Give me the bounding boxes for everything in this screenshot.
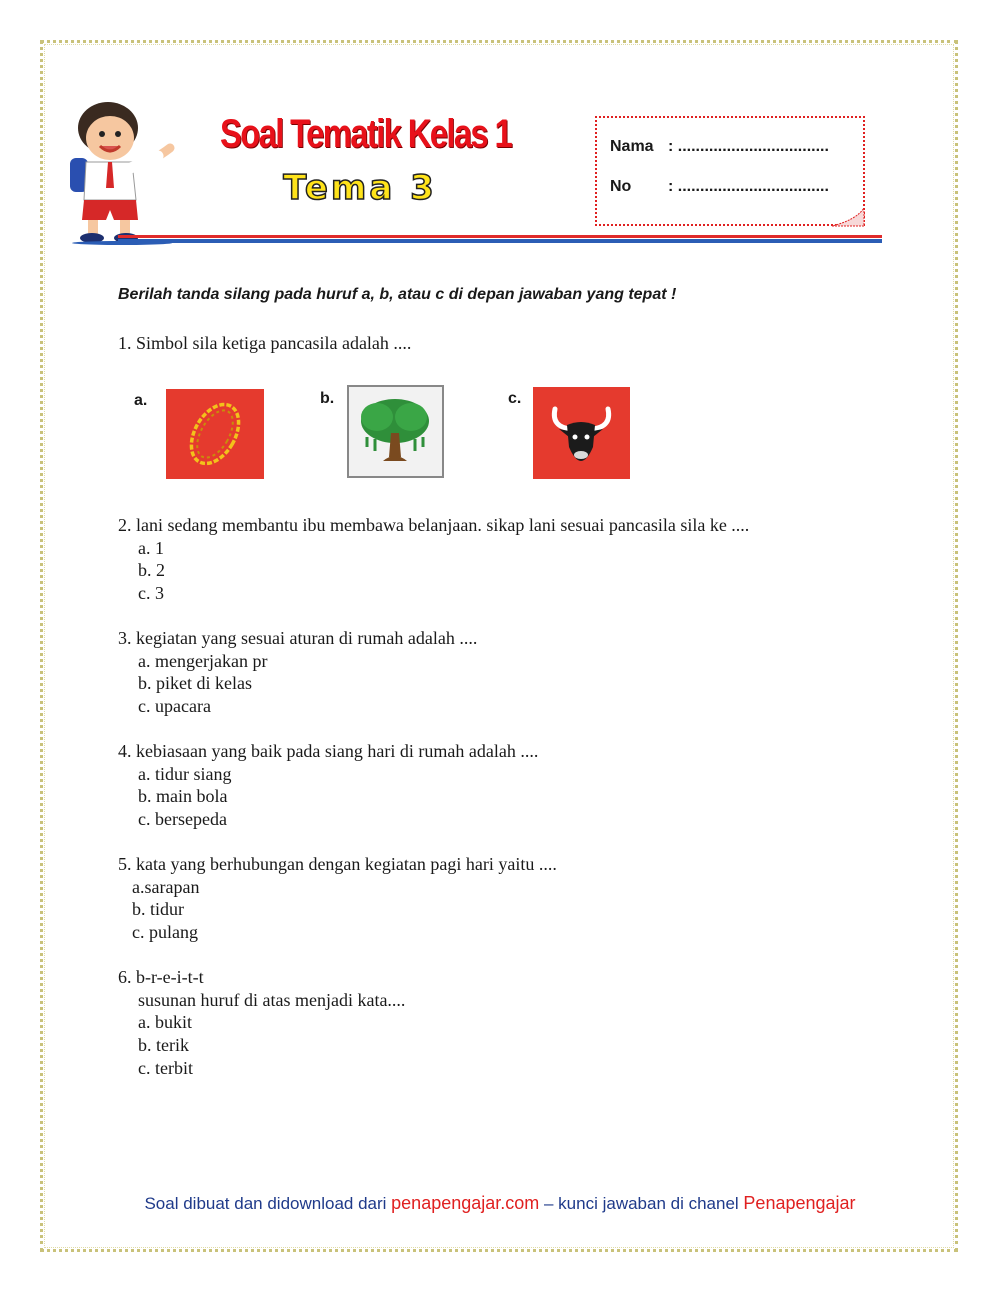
instruction-text: Berilah tanda silang pada huruf a, b, atau c di depan jawaban yang tepat !	[118, 286, 677, 303]
question-text: 6. b-r-e-i-t-t	[118, 967, 204, 987]
question-subtext: susunan huruf di atas menjadi kata....	[138, 989, 406, 1010]
option-b-label[interactable]: b.	[320, 390, 335, 407]
question-2	[118, 514, 749, 605]
question-4	[118, 740, 538, 831]
footer-text-1: Soal dibuat dan didownload dari	[144, 1194, 392, 1213]
option-c[interactable]: c. terbit	[138, 1057, 193, 1078]
page-curl-icon	[830, 206, 866, 228]
bull-head-icon[interactable]	[533, 387, 630, 479]
question-6	[118, 966, 405, 1080]
question-1	[118, 332, 411, 355]
worksheet-title: Soal Tematik Kelas 1	[220, 112, 512, 156]
chain-icon[interactable]	[166, 389, 264, 479]
header-divider-red	[118, 235, 882, 238]
option-a[interactable]: a. tidur siang	[138, 763, 232, 784]
option-c[interactable]: c. pulang	[132, 922, 198, 943]
footer-credit	[0, 1193, 1000, 1214]
option-a[interactable]: a.sarapan	[132, 876, 200, 897]
question-text: 3. kegiatan yang sesuai aturan di rumah adalah ....	[118, 628, 478, 648]
worksheet-subtitle: Tema 3	[283, 168, 437, 208]
option-c[interactable]: c. upacara	[138, 696, 211, 717]
name-row	[610, 138, 829, 156]
option-a-label[interactable]: a.	[134, 392, 148, 409]
question-text: 2. lani sedang membantu ibu membawa belanjaan. sikap lani sesuai pancasila sila ke ....	[118, 515, 750, 535]
option-a[interactable]: a. bukit	[138, 1012, 192, 1033]
footer-site-link[interactable]: penapengajar.com	[391, 1193, 540, 1213]
option-c[interactable]: c. bersepeda	[138, 809, 227, 830]
number-row	[610, 178, 829, 196]
question-text: 5. kata yang berhubungan dengan kegiatan pagi hari yaitu ....	[118, 854, 557, 874]
option-b[interactable]: b. 2	[138, 560, 165, 581]
number-label: No	[610, 178, 632, 195]
option-c[interactable]: c. 3	[138, 583, 164, 604]
student-info-box	[595, 116, 865, 226]
question-text: 1. Simbol sila ketiga pancasila adalah ....	[118, 333, 412, 353]
option-b[interactable]: b. terik	[138, 1035, 189, 1056]
option-a[interactable]: a. mengerjakan pr	[138, 650, 268, 671]
question-text: 4. kebiasaan yang baik pada siang hari di rumah adalah ....	[118, 741, 539, 761]
question-5	[118, 853, 557, 944]
footer-channel-link[interactable]: Penapengajar	[743, 1193, 856, 1213]
header-divider-blue	[118, 239, 882, 243]
banyan-tree-icon[interactable]	[347, 385, 444, 478]
option-b[interactable]: b. tidur	[132, 899, 184, 920]
name-field[interactable]: : ..................................	[668, 138, 829, 155]
name-label: Nama	[610, 138, 654, 155]
option-b[interactable]: b. main bola	[138, 786, 228, 807]
footer-text-2: – kunci jawaban di chanel	[539, 1194, 744, 1213]
option-b[interactable]: b. piket di kelas	[138, 673, 252, 694]
student-mascot-icon	[62, 96, 182, 246]
question-3	[118, 627, 477, 718]
number-field[interactable]: : ..................................	[668, 178, 829, 195]
option-c-label[interactable]: c.	[508, 390, 522, 407]
option-a[interactable]: a. 1	[138, 537, 164, 558]
